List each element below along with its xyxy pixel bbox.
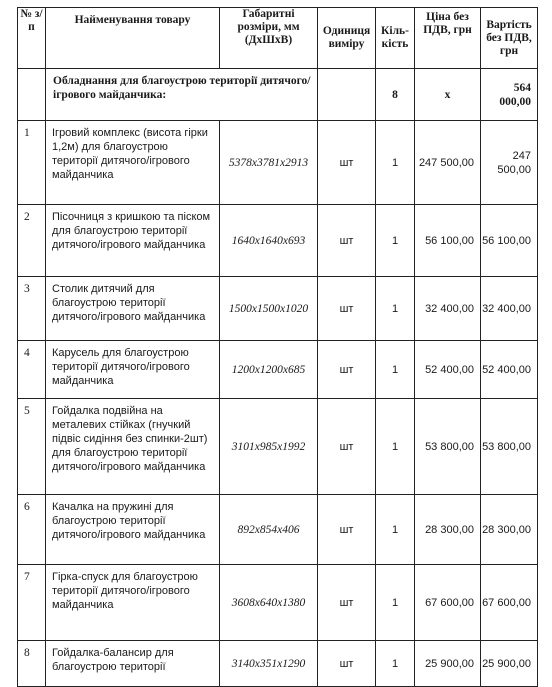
row-name: Ігровий комплекс (висота гірки 1,2м) для благоустрою території дитячого/ігрового майданчика [46, 121, 220, 205]
row-num: 5 [18, 399, 46, 495]
row-name: Гойдалка-балансир для благоустрою території [46, 641, 220, 687]
row-quantity: 1 [376, 277, 415, 341]
row-dimensions: 3101х985х1992 [220, 399, 318, 495]
row-price: 28 300,00 [415, 495, 481, 565]
row-unit: шт [318, 277, 376, 341]
row-name: Карусель для благоустрою території дитячого/ігрового майданчика [46, 341, 220, 399]
row-unit: шт [318, 341, 376, 399]
row-quantity: 1 [376, 341, 415, 399]
group-row [18, 69, 538, 121]
row-unit: шт [318, 495, 376, 565]
table-header-row [18, 8, 538, 69]
row-total: 56 100,00 [481, 205, 538, 277]
row-total: 67 600,00 [481, 565, 538, 641]
row-price: 56 100,00 [415, 205, 481, 277]
row-num: 1 [18, 121, 46, 205]
group-price: х [415, 69, 481, 121]
row-quantity: 1 [376, 495, 415, 565]
row-unit: шт [318, 399, 376, 495]
row-quantity: 1 [376, 121, 415, 205]
row-name: Гойдалка подвійна на металевих стійках (гнучкий підвіс сидіння без спинки-2шт) для благоустрою території дитячого/ігрового майданчика [46, 399, 220, 495]
row-dimensions: 892х854х406 [220, 495, 318, 565]
header-quantity: Кіль-кість [376, 8, 415, 69]
group-title: Обладнання для благоустрою території дитячого/ігрового майданчика: [46, 69, 318, 121]
row-unit: шт [318, 121, 376, 205]
row-price: 52 400,00 [415, 341, 481, 399]
row-dimensions: 3140х351х1290 [220, 641, 318, 687]
row-unit: шт [318, 205, 376, 277]
row-num: 2 [18, 205, 46, 277]
group-unit-cell [318, 69, 376, 121]
row-quantity: 1 [376, 565, 415, 641]
row-name: Столик дитячий для благоустрою території дитячого/ігрового майданчика [46, 277, 220, 341]
row-num: 6 [18, 495, 46, 565]
document-page [17, 7, 537, 687]
row-total: 28 300,00 [481, 495, 538, 565]
goods-specification-table [17, 7, 538, 687]
row-total: 53 800,00 [481, 399, 538, 495]
row-name: Пісочниця з кришкою та піском для благоустрою території дитячого/ігрового майданчика [46, 205, 220, 277]
table-row [18, 277, 538, 341]
row-dimensions: 3608х640х1380 [220, 565, 318, 641]
group-quantity: 8 [376, 69, 415, 121]
row-quantity: 1 [376, 641, 415, 687]
row-price: 32 400,00 [415, 277, 481, 341]
row-total: 32 400,00 [481, 277, 538, 341]
row-total: 247 500,00 [481, 121, 538, 205]
row-name: Качалка на пружині для благоустрою території дитячого/ігрового майданчика [46, 495, 220, 565]
row-num: 4 [18, 341, 46, 399]
row-name: Гірка-спуск для благоустрою території дитячого/ігрового майданчика [46, 565, 220, 641]
header-price: Ціна без ПДВ, грн [415, 8, 481, 69]
table-row [18, 341, 538, 399]
table-row [18, 399, 538, 495]
row-price: 67 600,00 [415, 565, 481, 641]
table-row [18, 495, 538, 565]
group-num-cell [18, 69, 46, 121]
group-total: 564 000,00 [481, 69, 538, 121]
row-dimensions: 5378х3781х2913 [220, 121, 318, 205]
row-unit: шт [318, 565, 376, 641]
row-total: 25 900,00 [481, 641, 538, 687]
row-num: 7 [18, 565, 46, 641]
row-total: 52 400,00 [481, 341, 538, 399]
header-dimensions: Габаритні розміри, мм (ДхШхВ) [220, 8, 318, 69]
header-unit: Одиниця виміру [318, 8, 376, 69]
row-num: 3 [18, 277, 46, 341]
row-price: 247 500,00 [415, 121, 481, 205]
header-name: Найменування товару [46, 8, 220, 69]
row-price: 53 800,00 [415, 399, 481, 495]
table-row [18, 121, 538, 205]
table-row [18, 641, 538, 687]
table-row [18, 565, 538, 641]
table-row [18, 205, 538, 277]
row-dimensions: 1500х1500х1020 [220, 277, 318, 341]
row-dimensions: 1640х1640х693 [220, 205, 318, 277]
header-num: № з/п [18, 8, 46, 69]
row-quantity: 1 [376, 399, 415, 495]
row-dimensions: 1200х1200х685 [220, 341, 318, 399]
row-unit: шт [318, 641, 376, 687]
row-price: 25 900,00 [415, 641, 481, 687]
row-num: 8 [18, 641, 46, 687]
header-total: Вартість без ПДВ, грн [481, 8, 538, 69]
row-quantity: 1 [376, 205, 415, 277]
